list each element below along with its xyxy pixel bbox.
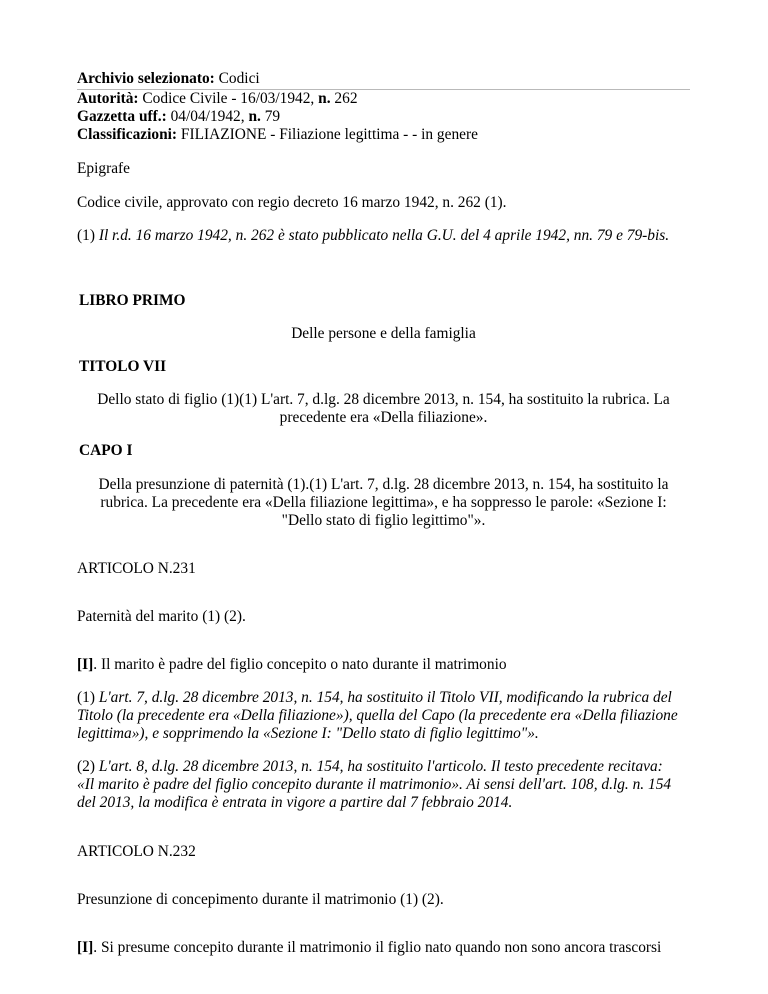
note-text: Titolo (la precedente era «Della filiazione»), quella del Capo (la precedente era «Della filiazione [77, 707, 678, 724]
article-231-note-1-line-1 [77, 689, 672, 707]
capo-subtitle-line-3: "Dello stato di figlio legittimo"». [281, 512, 486, 529]
article-232-heading: ARTICOLO N.232 [77, 843, 196, 860]
article-231-title: Paternità del marito (1) (2). [77, 608, 246, 625]
comma-label: [I] [77, 656, 94, 673]
gazzetta-label: Gazzetta uff.: [77, 108, 167, 125]
autorita-label: Autorità: [77, 90, 139, 107]
note-text: «Il marito è padre del figlio concepito durante il matrimonio». Ai sensi dell'art. 108, d.lg. n. 154 [77, 776, 672, 793]
archivio-line [77, 70, 260, 88]
titolo-heading: TITOLO VII [79, 358, 167, 375]
classificazioni-value: FILIAZIONE - Filiazione legittima - - in genere [180, 126, 478, 143]
gazzetta-n-value: 79 [264, 108, 281, 125]
note-text: legittima»), e sopprimendo la «Sezione I: "Dello stato di figlio legittimo"». [77, 725, 539, 742]
titolo-subtitle-line-2: precedente era «Della filiazione». [279, 409, 488, 426]
classificazioni-label: Classificazioni: [77, 126, 178, 143]
note-1-number: (1) [77, 227, 95, 244]
epigrafe: Epigrafe [77, 160, 130, 177]
gazzetta-line [77, 108, 280, 126]
capo-heading: CAPO I [79, 442, 133, 459]
titolo-subtitle-line-1: Dello stato di figlio (1)(1) L'art. 7, d.lg. 28 dicembre 2013, n. 154, ha sostituito la rubrica. La [97, 391, 670, 408]
article-231-note-2-line-1 [77, 758, 663, 776]
autorita-n-value: 262 [334, 90, 358, 107]
note-text: del 2013, la modifica è entrata in vigore a partire dal 7 febbraio 2014. [77, 794, 513, 811]
libro-heading: LIBRO PRIMO [79, 292, 186, 309]
article-232-comma-1 [77, 939, 661, 957]
comma-text: . Il marito è padre del figlio concepito o nato durante il matrimonio [93, 656, 507, 673]
archivio-label: Archivio selezionato: [77, 70, 215, 87]
gazzetta-value: 04/04/1942, [170, 108, 245, 125]
classificazioni-line [77, 126, 478, 144]
article-231-note-2-line-2 [77, 776, 671, 794]
autorita-line [77, 90, 358, 108]
capo-subtitle-line-1: Della presunzione di paternità (1).(1) L'art. 7, d.lg. 28 dicembre 2013, n. 154, ha sostituito la [98, 476, 669, 493]
codice-civile-intro: Codice civile, approvato con regio decreto 16 marzo 1942, n. 262 (1). [77, 194, 507, 211]
article-231-note-2-line-3 [77, 794, 512, 812]
comma-text: . Si presume concepito durante il matrimonio il figlio nato quando non sono ancora trascorsi [93, 939, 662, 956]
gazzetta-n-label: n. [248, 108, 261, 125]
article-232-title: Presunzione di concepimento durante il matrimonio (1) (2). [77, 891, 444, 908]
capo-subtitle-line-2: rubrica. La precedente era «Della filiazione legittima», e ha soppresso le parole: «Sezione I: [100, 494, 667, 511]
article-231-note-1-line-3 [77, 725, 539, 743]
article-231-heading: ARTICOLO N.231 [77, 560, 196, 577]
note-number: (2) [77, 758, 95, 775]
libro-subtitle: Delle persone e della famiglia [291, 325, 476, 342]
note-1-text: Il r.d. 16 marzo 1942, n. 262 è stato pubblicato nella G.U. del 4 aprile 1942, nn. 79 e 79-bis. [98, 227, 670, 244]
note-text: L'art. 7, d.lg. 28 dicembre 2013, n. 154, ha sostituito il Titolo VII, modificando la rubrica del [98, 689, 672, 706]
note-number: (1) [77, 689, 95, 706]
autorita-n-label: n. [318, 90, 331, 107]
note-text: L'art. 8, d.lg. 28 dicembre 2013, n. 154, ha sostituito l'articolo. Il testo precedente recitava: [98, 758, 663, 775]
article-231-note-1-line-2 [77, 707, 678, 725]
autorita-value: Codice Civile - 16/03/1942, [142, 90, 315, 107]
comma-label: [I] [77, 939, 94, 956]
note-1 [77, 227, 669, 245]
archivio-value: Codici [218, 70, 260, 87]
article-231-comma-1 [77, 656, 507, 674]
